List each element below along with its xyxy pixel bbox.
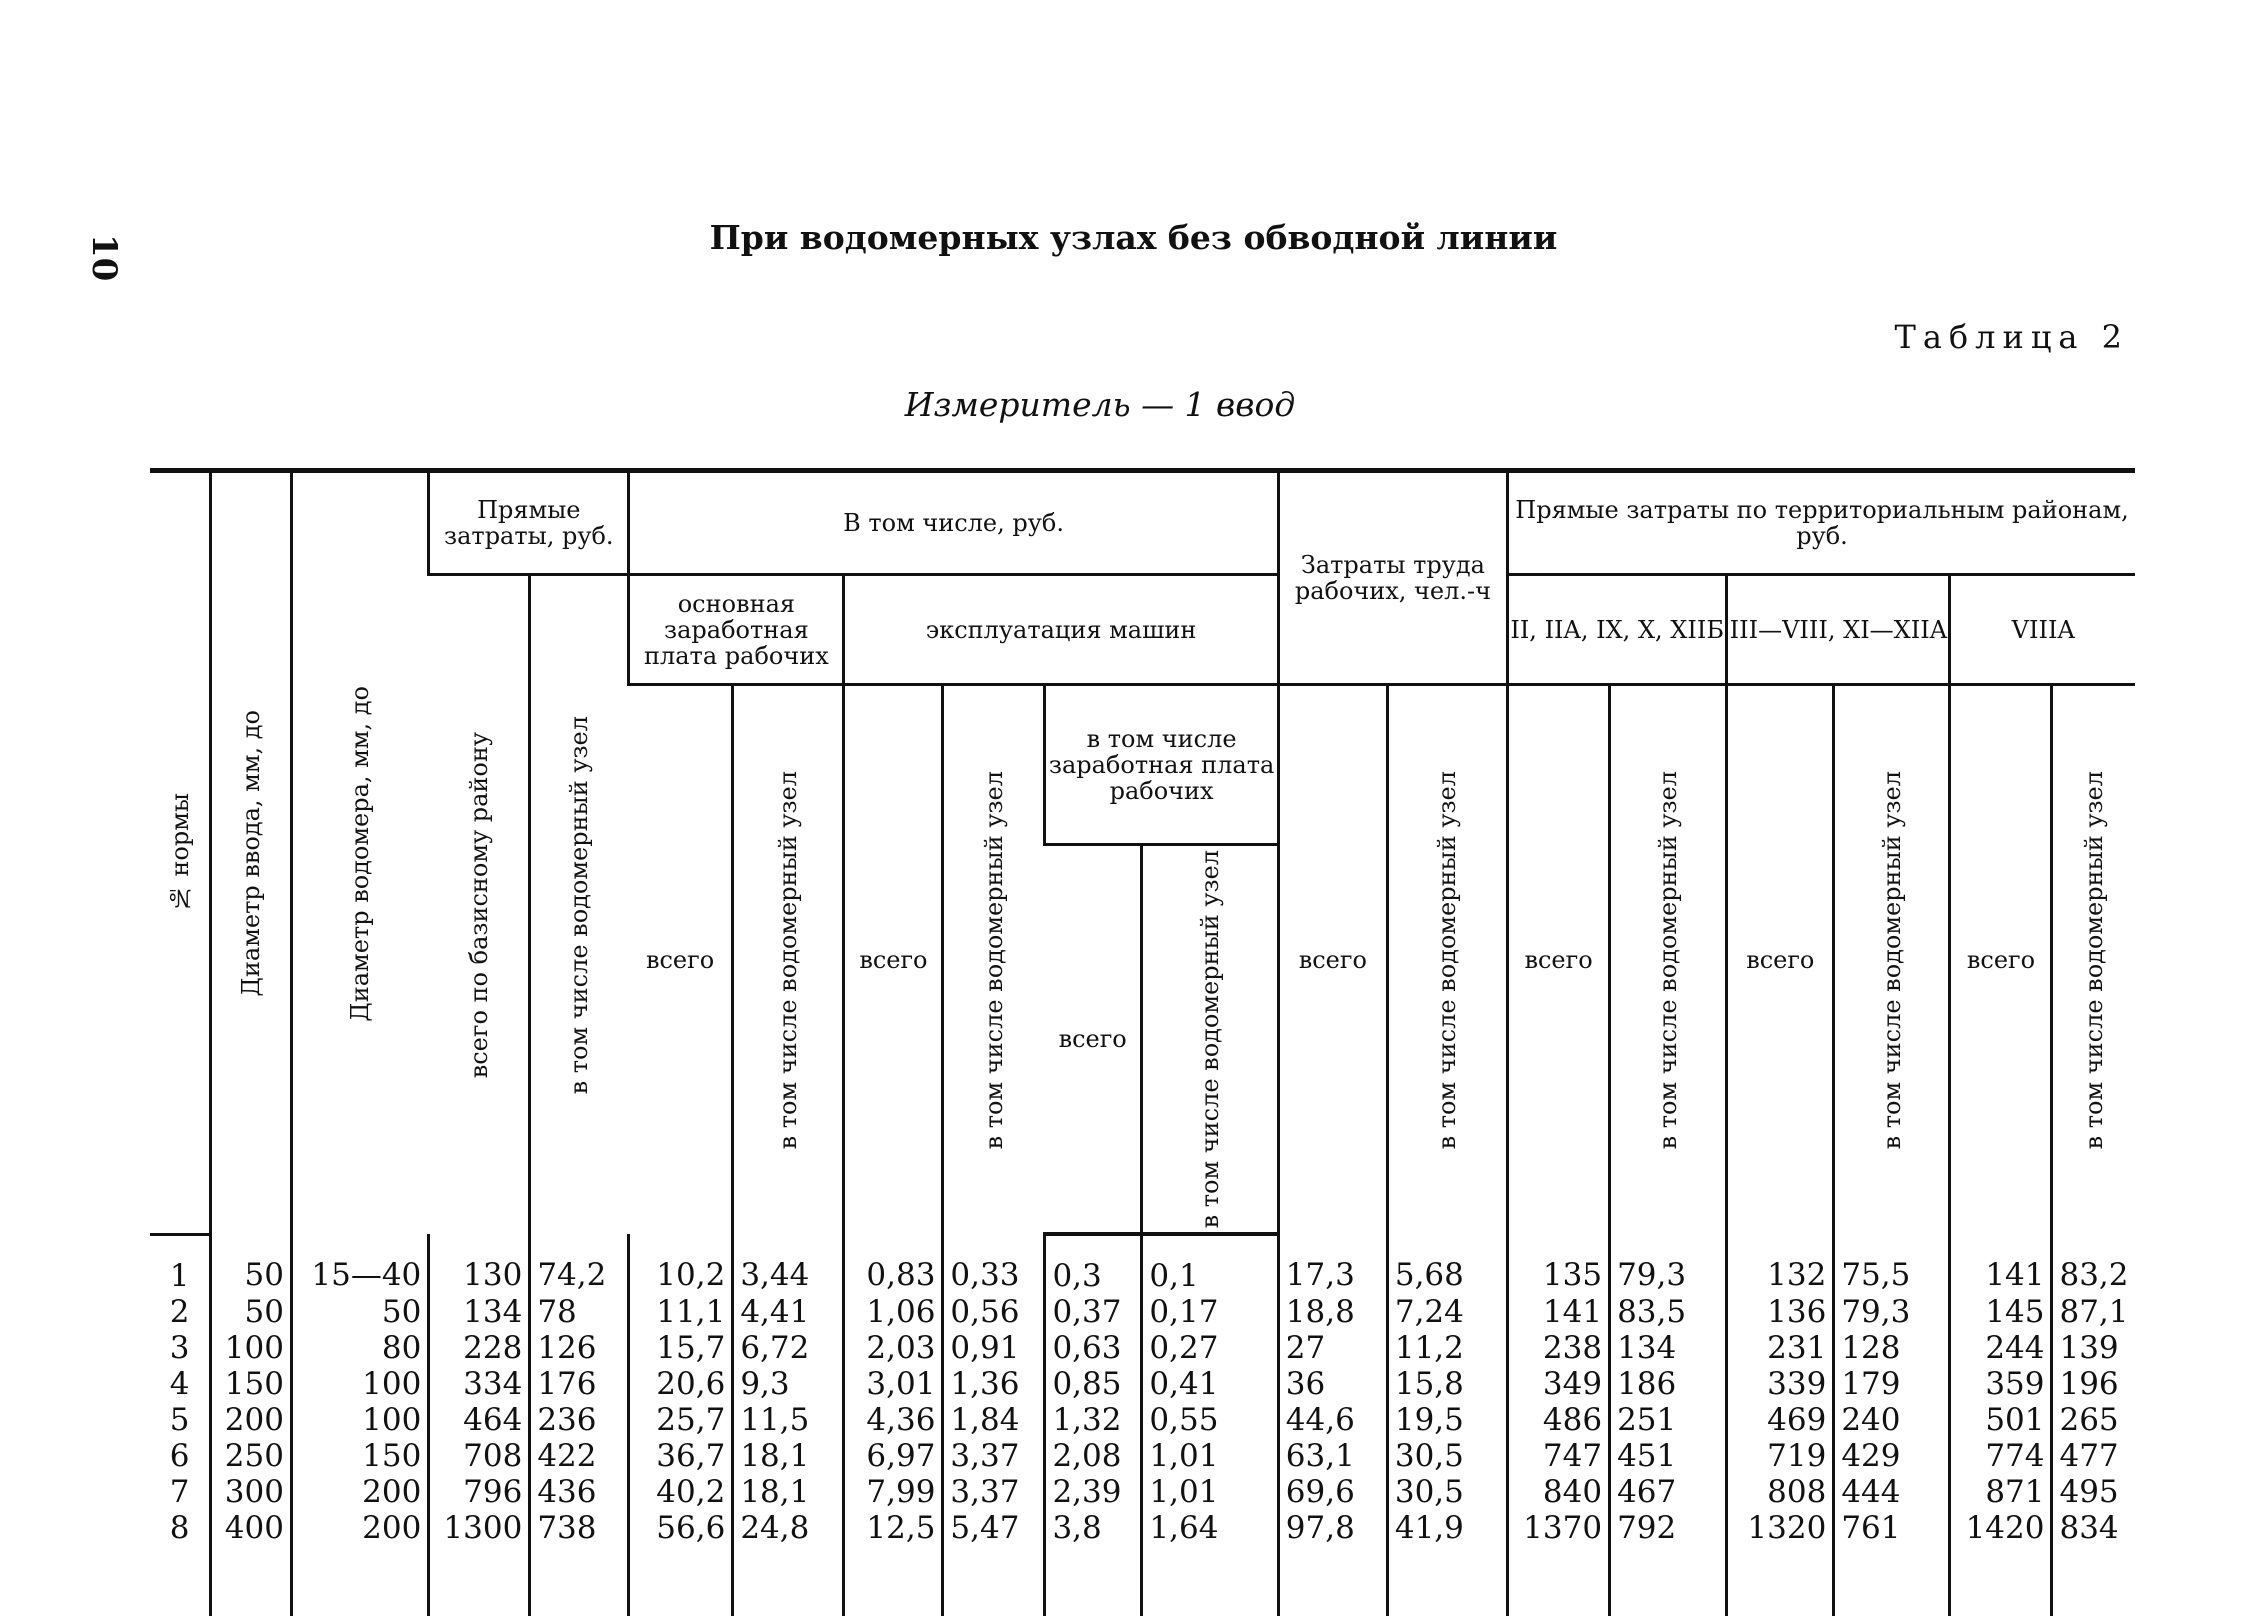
table-cell: 4,36 xyxy=(844,1402,943,1438)
table-cell: 41,9 xyxy=(1387,1510,1507,1546)
table-cell: 444 xyxy=(1834,1474,1950,1510)
table-cell: 40,2 xyxy=(629,1474,733,1510)
header-labor-total: всего xyxy=(1278,685,1387,1235)
table-cell: 236 xyxy=(530,1402,629,1438)
table-cell: 0,37 xyxy=(1045,1294,1142,1330)
table-tail-cell xyxy=(629,1546,733,1616)
header-zone3-total: всего xyxy=(1950,685,2052,1235)
header-zone-1: II, IIA, IX, X, XIIБ xyxy=(1508,575,1727,685)
header-machine-wage-total: всего xyxy=(1045,845,1142,1235)
table-cell: 50 xyxy=(211,1294,292,1330)
header-direct-incl: в том числе водомерный узел xyxy=(530,575,629,1235)
table-cell: 179 xyxy=(1834,1366,1950,1402)
measure-unit: Измеритель — 1 ввод xyxy=(904,385,1296,424)
table-cell: 15,8 xyxy=(1387,1366,1507,1402)
table-cell: 30,5 xyxy=(1387,1474,1507,1510)
header-direct-costs: Прямые затраты, руб. xyxy=(429,471,629,575)
table-cell: 36,7 xyxy=(629,1438,733,1474)
page-title: При водомерных узлах без обводной линии xyxy=(709,218,1558,257)
table-cell: 1,84 xyxy=(943,1402,1045,1438)
table-tail-cell xyxy=(1278,1546,1387,1616)
table-cell: 3,01 xyxy=(844,1366,943,1402)
table-cell: 56,6 xyxy=(629,1510,733,1546)
table-cell: 2 xyxy=(169,1294,190,1331)
table-row xyxy=(150,1438,2135,1474)
header-territorial: Прямые затраты по территориальным районам, руб. xyxy=(1508,471,2135,575)
table-cell: 477 xyxy=(2052,1438,2135,1474)
table-cell: 15,7 xyxy=(629,1330,733,1366)
table-cell: 100 xyxy=(291,1402,428,1438)
table-cell: 150 xyxy=(291,1438,428,1474)
table-cell: 79,3 xyxy=(1610,1234,1727,1294)
table-cell: 0,63 xyxy=(1045,1330,1142,1366)
table-cell: 1,64 xyxy=(1142,1510,1278,1546)
table-cell: 0,27 xyxy=(1142,1330,1278,1366)
table-cell: 339 xyxy=(1727,1366,1834,1402)
table-cell: 1,06 xyxy=(844,1294,943,1330)
table-cell: 1,01 xyxy=(1142,1438,1278,1474)
table-cell: 0,56 xyxy=(943,1294,1045,1330)
table-cell: 186 xyxy=(1610,1366,1727,1402)
table-cell: 834 xyxy=(2052,1510,2135,1546)
header-machine-total: всего xyxy=(844,685,943,1235)
header-input-diameter: Диаметр ввода, мм, до xyxy=(211,471,292,1235)
table-cell: 6,72 xyxy=(733,1330,844,1366)
table-cell: 6,97 xyxy=(844,1438,943,1474)
table-cell: 464 xyxy=(429,1402,530,1438)
table-cell: 5,47 xyxy=(943,1510,1045,1546)
table-cell: 808 xyxy=(1727,1474,1834,1510)
table-body xyxy=(150,1234,2135,1616)
table-cell: 251 xyxy=(1610,1402,1727,1438)
table-cell: 250 xyxy=(211,1438,292,1474)
table-cell: 100 xyxy=(211,1330,292,1366)
table-cell: 20,6 xyxy=(629,1366,733,1402)
table-cell: 0,1 xyxy=(1142,1234,1278,1294)
table-cell: 141 xyxy=(1950,1234,2052,1294)
table-cell: 5,68 xyxy=(1387,1234,1507,1294)
table-cell: 200 xyxy=(211,1402,292,1438)
table-cell: 774 xyxy=(1950,1438,2052,1474)
table-cell: 0,3 xyxy=(1045,1234,1142,1294)
table-cell: 0,55 xyxy=(1142,1402,1278,1438)
table-cell: 1,32 xyxy=(1045,1402,1142,1438)
header-machine-wage-incl: в том числе водомерный узел xyxy=(1142,845,1278,1235)
table-cell: 238 xyxy=(1508,1330,1610,1366)
table-cell: 359 xyxy=(1950,1366,2052,1402)
table-cell: 1,36 xyxy=(943,1366,1045,1402)
table-cell: 486 xyxy=(1508,1402,1610,1438)
table-cell: 80 xyxy=(291,1330,428,1366)
table-cell: 719 xyxy=(1727,1438,1834,1474)
table-cell: 796 xyxy=(429,1474,530,1510)
table-tail-cell xyxy=(1045,1546,1142,1616)
table-cell: 25,7 xyxy=(629,1402,733,1438)
table-cell: 4,41 xyxy=(733,1294,844,1330)
table-cell: 8 xyxy=(169,1510,190,1547)
table-cell: 12,5 xyxy=(844,1510,943,1546)
table-cell: 134 xyxy=(1610,1330,1727,1366)
header-labor: Затраты труда рабочих, чел.-ч xyxy=(1278,471,1507,685)
table-cell: 4 xyxy=(169,1366,190,1403)
header-wage-total: всего xyxy=(645,946,715,975)
header-wage-incl: в том числе водомерный узел xyxy=(733,685,844,1235)
header-machine-ops: эксплуатация машин xyxy=(844,575,1278,685)
table-cell: 74,2 xyxy=(530,1234,629,1294)
table-cell: 422 xyxy=(530,1438,629,1474)
table-cell: 78 xyxy=(530,1294,629,1330)
cost-table xyxy=(150,468,2135,1616)
header-meter-diameter: Диаметр водомера, мм, до xyxy=(291,471,428,1235)
table-cell: 3,37 xyxy=(943,1474,1045,1510)
table-cell: 3 xyxy=(169,1330,190,1367)
table-cell: 708 xyxy=(429,1438,530,1474)
table-tail-cell xyxy=(1142,1546,1278,1616)
table-cell: 44,6 xyxy=(1278,1402,1387,1438)
table-row xyxy=(150,1234,2135,1294)
table-cell: 1370 xyxy=(1508,1510,1610,1546)
header-norm-no: № нормы xyxy=(150,471,211,1235)
table-cell: 5 xyxy=(169,1402,190,1439)
table-cell: 11,1 xyxy=(629,1294,733,1330)
table-tail-cell xyxy=(1387,1546,1507,1616)
table-cell: 11,5 xyxy=(733,1402,844,1438)
table-cell: 2,03 xyxy=(844,1330,943,1366)
table-cell: 145 xyxy=(1950,1294,2052,1330)
header-base-wage: основная заработная плата рабочих xyxy=(629,575,844,685)
table-cell: 139 xyxy=(2052,1330,2135,1366)
table-cell: 83,2 xyxy=(2052,1234,2135,1294)
table-cell: 265 xyxy=(2052,1402,2135,1438)
table-cell: 18,1 xyxy=(733,1474,844,1510)
table-cell: 10,2 xyxy=(629,1234,733,1294)
table-cell: 1320 xyxy=(1727,1510,1834,1546)
table-cell: 501 xyxy=(1950,1402,2052,1438)
table-cell: 200 xyxy=(291,1510,428,1546)
table-cell: 467 xyxy=(1610,1474,1727,1510)
table-cell: 3,44 xyxy=(733,1234,844,1294)
table-tail-cell xyxy=(530,1546,629,1616)
table-cell: 871 xyxy=(1950,1474,2052,1510)
table-tail-cell xyxy=(429,1546,530,1616)
table-cell: 0,91 xyxy=(943,1330,1045,1366)
table-cell: 11,2 xyxy=(1387,1330,1507,1366)
header-zone2-total: всего xyxy=(1727,685,1834,1235)
table-cell: 761 xyxy=(1834,1510,1950,1546)
table-cell: 240 xyxy=(1834,1402,1950,1438)
table-tail-row xyxy=(150,1546,2135,1616)
table-cell: 231 xyxy=(1727,1330,1834,1366)
table-cell: 6 xyxy=(169,1438,190,1475)
table-cell: 2,39 xyxy=(1045,1474,1142,1510)
table-cell: 7 xyxy=(169,1474,190,1511)
table-cell: 1,01 xyxy=(1142,1474,1278,1510)
table-row xyxy=(150,1366,2135,1402)
table-cell: 126 xyxy=(530,1330,629,1366)
header-zone2-incl: в том числе водомерный узел xyxy=(1834,685,1950,1235)
table-row xyxy=(150,1474,2135,1510)
table-cell: 132 xyxy=(1727,1234,1834,1294)
table-tail-cell xyxy=(1834,1546,1950,1616)
table-cell: 244 xyxy=(1950,1330,2052,1366)
table-cell: 176 xyxy=(530,1366,629,1402)
table-cell: 135 xyxy=(1508,1234,1610,1294)
header-direct-total: всего по базисному району xyxy=(464,732,493,1079)
table-cell: 75,5 xyxy=(1834,1234,1950,1294)
table-cell: 136 xyxy=(1727,1294,1834,1330)
table-tail-cell xyxy=(1727,1546,1834,1616)
table-cell: 334 xyxy=(429,1366,530,1402)
table-cell: 128 xyxy=(1834,1330,1950,1366)
table-cell: 27 xyxy=(1278,1330,1387,1366)
table-tail-cell xyxy=(150,1546,211,1616)
table-cell: 1300 xyxy=(429,1510,530,1546)
table-cell: 1420 xyxy=(1950,1510,2052,1546)
table-tail-cell xyxy=(1508,1546,1610,1616)
table-cell: 7,99 xyxy=(844,1474,943,1510)
table-cell: 7,24 xyxy=(1387,1294,1507,1330)
table-cell: 200 xyxy=(291,1474,428,1510)
table-cell: 79,3 xyxy=(1834,1294,1950,1330)
table-cell: 24,8 xyxy=(733,1510,844,1546)
header-machine-incl: в том числе водомерный узел xyxy=(943,685,1045,1235)
table-cell: 17,3 xyxy=(1278,1234,1387,1294)
table-cell: 349 xyxy=(1508,1366,1610,1402)
header-zone3-incl: в том числе водомерный узел xyxy=(2052,685,2135,1235)
table-cell: 100 xyxy=(291,1366,428,1402)
table-cell: 0,41 xyxy=(1142,1366,1278,1402)
table-cell: 495 xyxy=(2052,1474,2135,1510)
header-zone1-incl: в том числе водомерный узел xyxy=(1610,685,1727,1235)
cost-table-container xyxy=(150,468,2135,1616)
table-cell: 50 xyxy=(211,1234,292,1294)
table-cell: 97,8 xyxy=(1278,1510,1387,1546)
table-cell: 0,17 xyxy=(1142,1294,1278,1330)
table-cell: 141 xyxy=(1508,1294,1610,1330)
table-tail-cell xyxy=(1950,1546,2052,1616)
table-cell: 30,5 xyxy=(1387,1438,1507,1474)
table-tail-cell xyxy=(1610,1546,1727,1616)
table-tail-cell xyxy=(844,1546,943,1616)
table-row xyxy=(150,1402,2135,1438)
header-zone1-total: всего xyxy=(1508,685,1610,1235)
table-cell: 130 xyxy=(429,1234,530,1294)
table-cell: 87,1 xyxy=(2052,1294,2135,1330)
table-cell: 429 xyxy=(1834,1438,1950,1474)
table-cell: 747 xyxy=(1508,1438,1610,1474)
table-row xyxy=(150,1294,2135,1330)
table-cell: 0,83 xyxy=(844,1234,943,1294)
table-cell: 451 xyxy=(1610,1438,1727,1474)
header-machine-wage: в том числе заработная плата рабочих xyxy=(1045,685,1278,845)
table-cell: 36 xyxy=(1278,1366,1387,1402)
table-cell: 3,8 xyxy=(1045,1510,1142,1546)
table-cell: 9,3 xyxy=(733,1366,844,1402)
table-row xyxy=(150,1510,2135,1546)
table-row xyxy=(150,1330,2135,1366)
header-zone-3: VIIIA xyxy=(1950,575,2135,685)
table-cell: 1 xyxy=(169,1258,190,1295)
table-cell: 400 xyxy=(211,1510,292,1546)
table-cell: 738 xyxy=(530,1510,629,1546)
table-cell: 0,85 xyxy=(1045,1366,1142,1402)
header-labor-incl: в том числе водомерный узел xyxy=(1387,685,1507,1235)
table-cell: 840 xyxy=(1508,1474,1610,1510)
table-cell: 0,33 xyxy=(943,1234,1045,1294)
header-including: В том числе, руб. xyxy=(629,471,1278,575)
table-cell: 300 xyxy=(211,1474,292,1510)
table-tail-cell xyxy=(2052,1546,2135,1616)
table-tail-cell xyxy=(211,1546,292,1616)
table-cell: 63,1 xyxy=(1278,1438,1387,1474)
table-cell: 18,8 xyxy=(1278,1294,1387,1330)
table-cell: 83,5 xyxy=(1610,1294,1727,1330)
table-cell: 19,5 xyxy=(1387,1402,1507,1438)
table-cell: 196 xyxy=(2052,1366,2135,1402)
table-cell: 792 xyxy=(1610,1510,1727,1546)
table-cell: 18,1 xyxy=(733,1438,844,1474)
table-cell: 69,6 xyxy=(1278,1474,1387,1510)
table-cell: 228 xyxy=(429,1330,530,1366)
table-cell: 436 xyxy=(530,1474,629,1510)
table-cell: 50 xyxy=(291,1294,428,1330)
table-cell: 3,37 xyxy=(943,1438,1045,1474)
table-cell: 15—40 xyxy=(291,1234,428,1294)
table-cell: 2,08 xyxy=(1045,1438,1142,1474)
table-cell: 469 xyxy=(1727,1402,1834,1438)
table-tail-cell xyxy=(943,1546,1045,1616)
header-zone-2: III—VIII, XI—XIIA xyxy=(1727,575,1950,685)
table-cell: 150 xyxy=(211,1366,292,1402)
table-tail-cell xyxy=(291,1546,428,1616)
table-cell: 134 xyxy=(429,1294,530,1330)
page-number: 10 xyxy=(84,234,124,282)
table-label: Таблица 2 xyxy=(1894,318,2129,356)
table-tail-cell xyxy=(733,1546,844,1616)
